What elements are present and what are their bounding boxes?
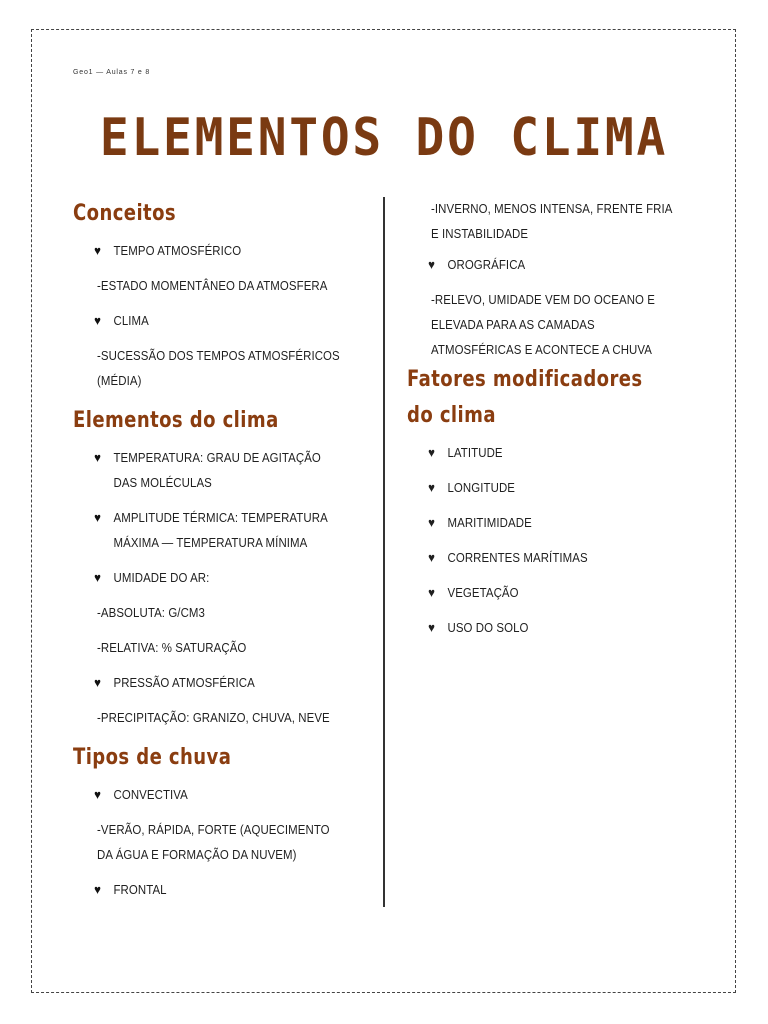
heart-icon: ♥ (94, 570, 102, 585)
list-item: ♥ MARITIMIDADE (407, 510, 671, 535)
list-item: ♥ AMPLITUDE TÉRMICA: TEMPERATURA MÁXIMA — TEMPERATURA MÍNIMA (73, 505, 337, 555)
heart-icon: ♥ (94, 510, 102, 525)
list-item: ♥ TEMPO ATMOSFÉRICO (73, 238, 337, 263)
heart-icon: ♥ (94, 675, 102, 690)
heading-fatores: Fatores modificadores do clima (407, 367, 643, 428)
list-item: -VERÃO, RÁPIDA, FORTE (AQUECIMENTO DA ÁGUA E FORMAÇÃO DA NUVEM) (97, 822, 330, 862)
list-item: ♥ USO DO SOLO (407, 615, 671, 640)
heart-icon: ♥ (94, 882, 102, 897)
heart-icon: ♥ (94, 243, 102, 258)
heading-conceitos: Conceitos (73, 201, 177, 226)
list-item: ♥ LONGITUDE (407, 475, 671, 500)
list-item: ♥ PRESSÃO ATMOSFÉRICA (73, 670, 337, 695)
list-item: ♥ TEMPERATURA: GRAU DE AGITAÇÃO DAS MOLÉCULAS (73, 445, 337, 495)
heading-tipos-de-chuva: Tipos de chuva (73, 745, 232, 770)
heart-icon: ♥ (428, 480, 436, 495)
list-item: ♥ CONVECTIVA (73, 782, 337, 807)
heart-icon: ♥ (428, 620, 436, 635)
list-item: -RELATIVA: % SATURAÇÃO (97, 640, 247, 655)
list-item: -ESTADO MOMENTÂNEO DA ATMOSFERA (97, 278, 328, 293)
list-item: ♥ FRONTAL (73, 877, 337, 902)
list-item: -PRECIPITAÇÃO: GRANIZO, CHUVA, NEVE (97, 710, 330, 725)
list-item: -SUCESSÃO DOS TEMPOS ATMOSFÉRICOS (MÉDIA) (97, 348, 340, 388)
heart-icon: ♥ (94, 313, 102, 328)
left-column (73, 196, 373, 912)
list-item: ♥ OROGRÁFICA (407, 252, 671, 277)
list-item: ♥ UMIDADE DO AR: (73, 565, 337, 590)
list-item: ♥ CLIMA (73, 308, 337, 333)
heart-icon: ♥ (94, 787, 102, 802)
header-note: Geo1 — Aulas 7 e 8 (73, 69, 151, 76)
list-item: ♥ CORRENTES MARÍTIMAS (407, 545, 671, 570)
list-item: ♥ VEGETAÇÃO (407, 580, 671, 605)
list-item: -INVERNO, MENOS INTENSA, FRENTE FRIA E INSTABILIDADE (431, 201, 672, 241)
heading-elementos: Elementos do clima (73, 408, 279, 433)
heart-icon: ♥ (428, 550, 436, 565)
list-item: ♥ LATITUDE (407, 440, 671, 465)
list-item: -ABSOLUTA: G/CM3 (97, 605, 205, 620)
heart-icon: ♥ (428, 257, 436, 272)
heart-icon: ♥ (94, 450, 102, 465)
page-title: ELEMENTOS DO CLIMA (99, 108, 669, 168)
heart-icon: ♥ (428, 585, 436, 600)
heart-icon: ♥ (428, 445, 436, 460)
column-divider (383, 197, 385, 907)
right-column (407, 196, 707, 650)
list-item: -RELEVO, UMIDADE VEM DO OCEANO E ELEVADA PARA AS CAMADAS ATMOSFÉRICAS E ACONTECE A CHUVA (431, 292, 656, 357)
fatores-list (407, 440, 707, 640)
heart-icon: ♥ (428, 515, 436, 530)
